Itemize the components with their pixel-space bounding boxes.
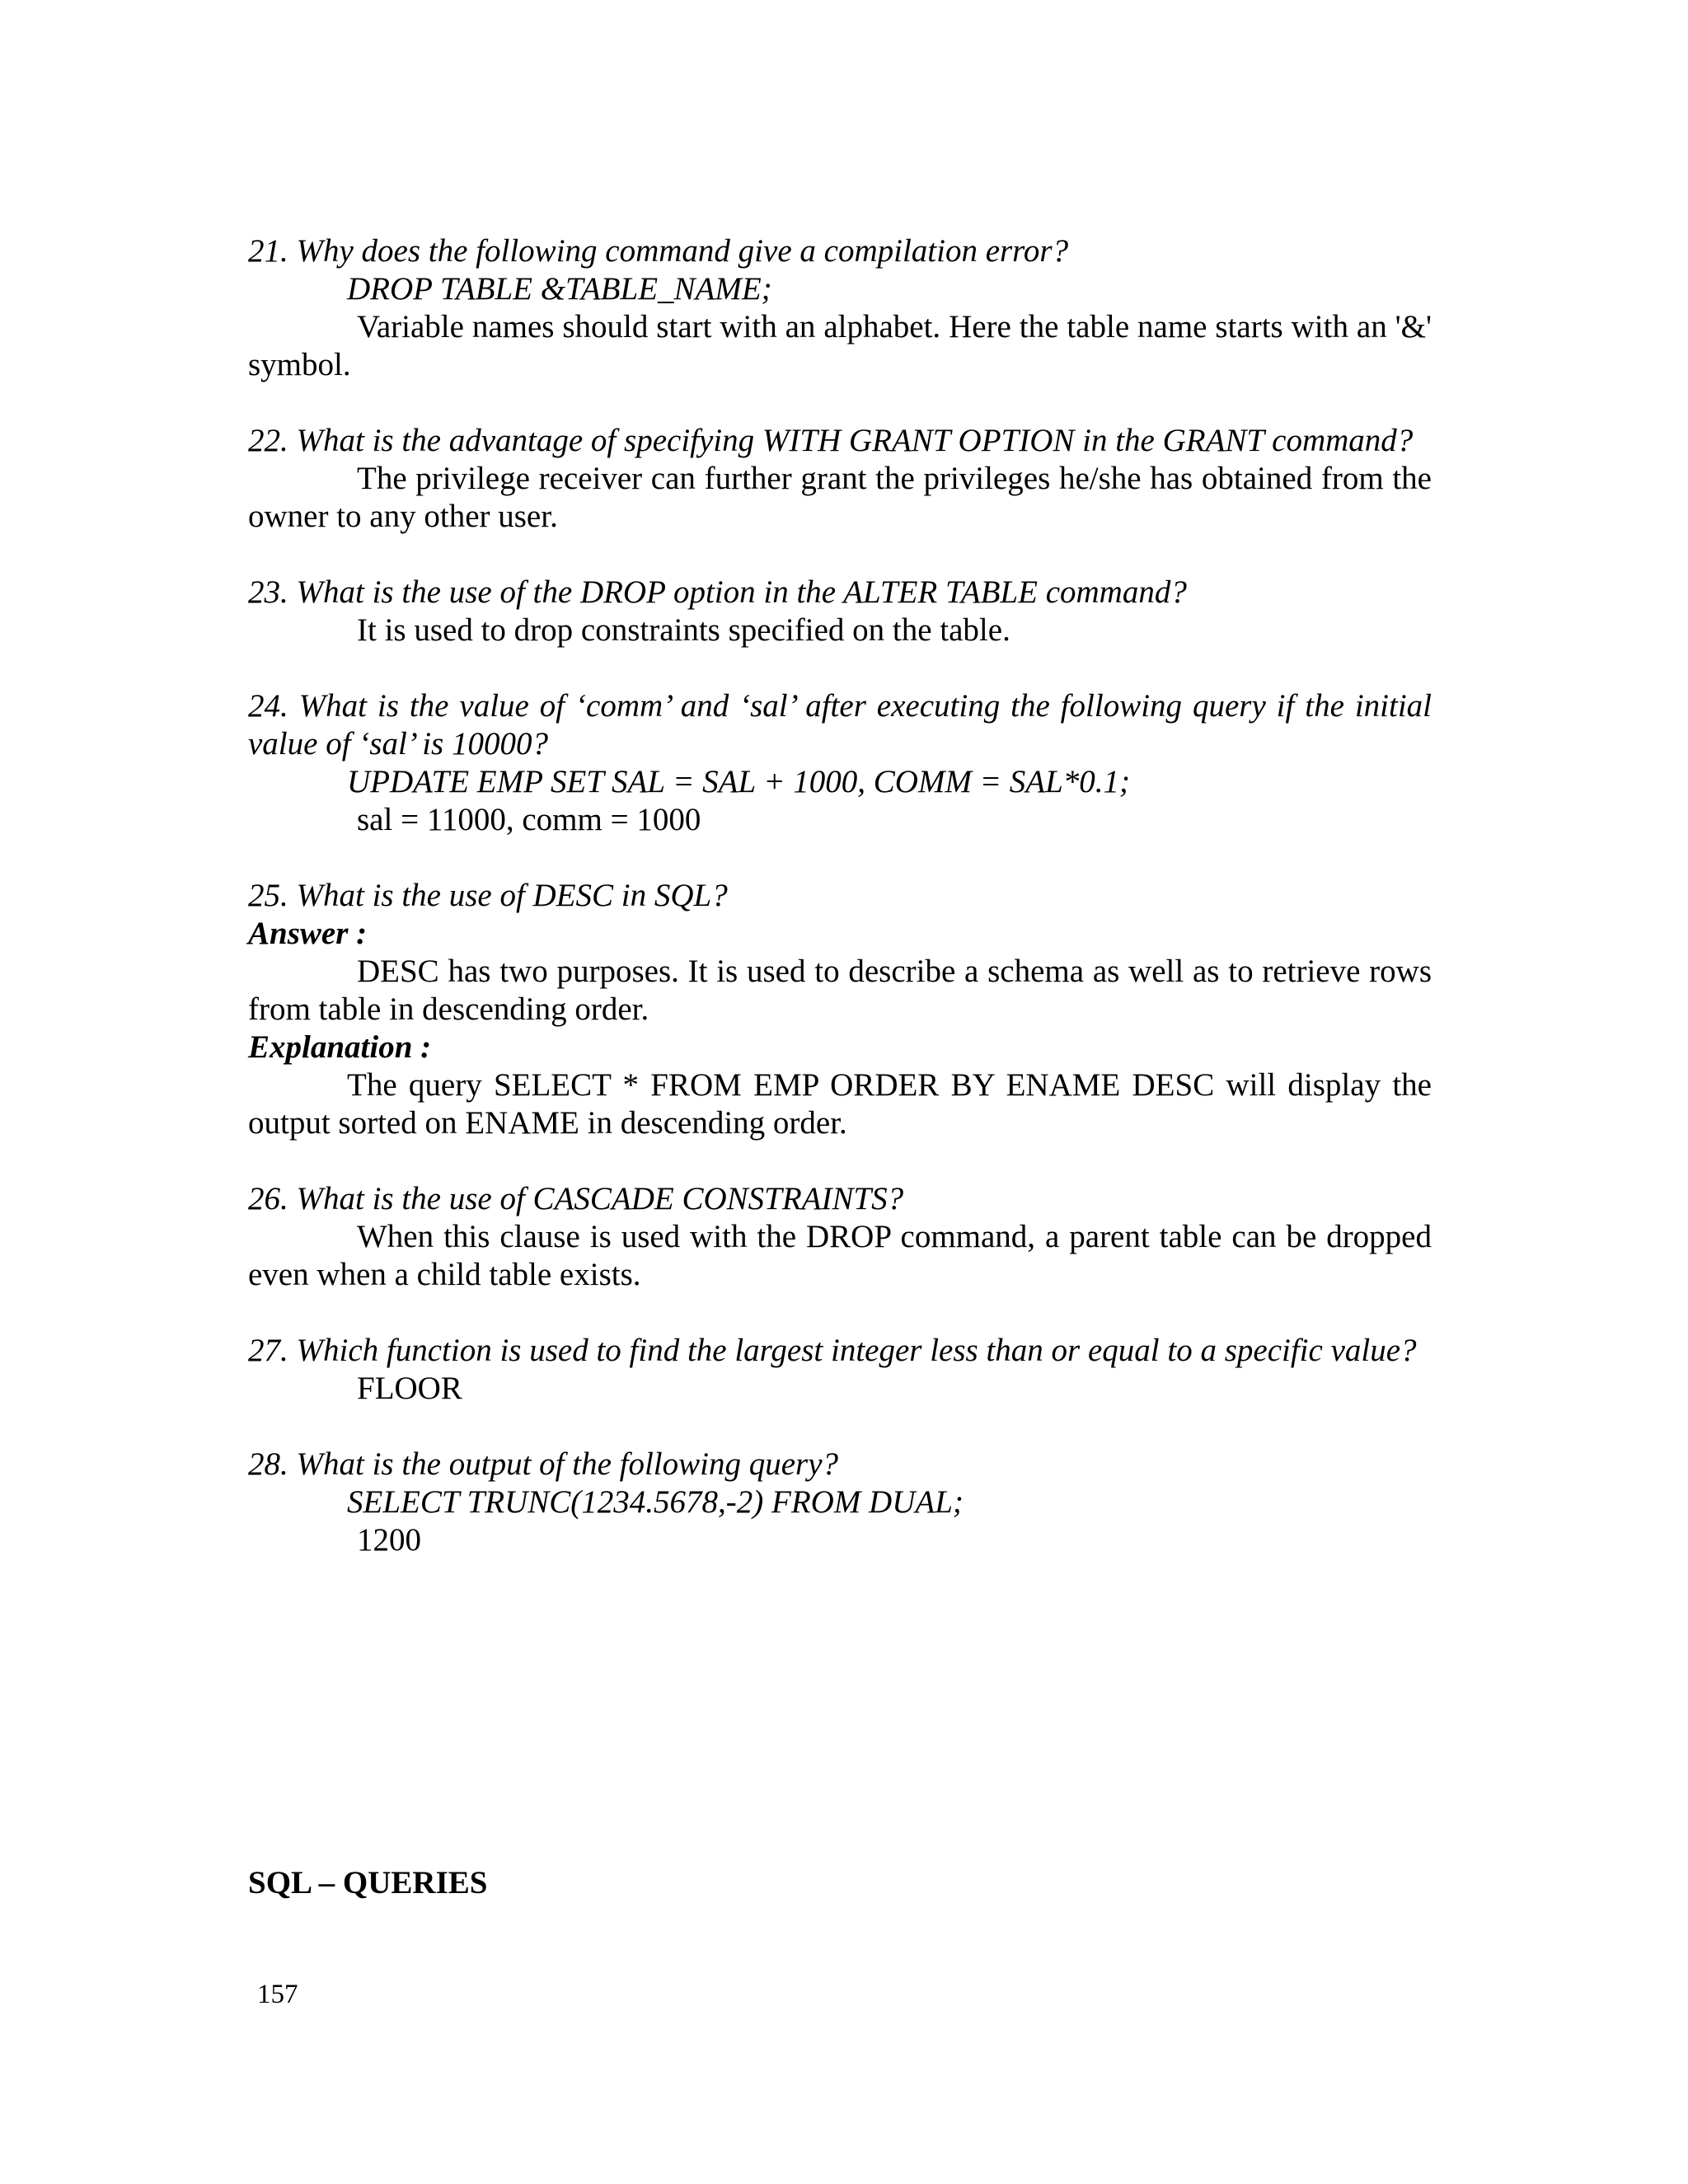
answer-label-25: Answer : <box>248 916 368 951</box>
qa-item-23 <box>248 574 1432 649</box>
answer-27: FLOOR <box>357 1371 462 1406</box>
qa-item-24 <box>248 687 1432 839</box>
answer-28: 1200 <box>357 1522 421 1558</box>
answer-21: Variable names should start with an alphabet. Here the table name starts with an '&' symbol. <box>248 309 1432 382</box>
explanation-label-25: Explanation : <box>248 1029 432 1065</box>
answer-25: DESC has two purposes. It is used to describe a schema as well as to retrieve rows from table in descending order. <box>248 954 1432 1027</box>
qa-content <box>248 232 1432 1597</box>
question-23: 23. What is the use of the DROP option in the ALTER TABLE command? <box>248 574 1187 610</box>
page-number: 157 <box>257 1980 298 2009</box>
question-26: 26. What is the use of CASCADE CONSTRAINTS? <box>248 1181 904 1216</box>
question-24: 24. What is the value of ‘comm’ and ‘sal’ after executing the following query if the initial value of ‘sal’ is 10000? <box>248 688 1432 762</box>
question-25: 25. What is the use of DESC in SQL? <box>248 878 728 913</box>
qa-item-27 <box>248 1332 1432 1408</box>
code-28: SELECT TRUNC(1234.5678,-2) FROM DUAL; <box>347 1484 964 1520</box>
question-27: 27. Which function is used to find the largest integer less than or equal to a specific value? <box>248 1333 1417 1368</box>
qa-item-22 <box>248 422 1432 536</box>
answer-22: The privilege receiver can further grant the privileges he/she has obtained from the owner to any other user. <box>248 461 1432 534</box>
section-title: SQL – QUERIES <box>248 1865 488 1900</box>
question-28: 28. What is the output of the following query? <box>248 1446 839 1482</box>
question-22: 22. What is the advantage of specifying WITH GRANT OPTION in the GRANT command? <box>248 423 1414 458</box>
qa-item-26 <box>248 1180 1432 1294</box>
explanation-25: The query SELECT * FROM EMP ORDER BY ENAME DESC will display the output sorted on ENAME in descending order. <box>248 1067 1432 1141</box>
qa-item-25 <box>248 877 1432 1142</box>
qa-item-28 <box>248 1446 1432 1559</box>
qa-item-21 <box>248 232 1432 384</box>
answer-26: When this clause is used with the DROP command, a parent table can be dropped even when a child table exists. <box>248 1219 1432 1292</box>
code-21: DROP TABLE &TABLE_NAME; <box>347 271 772 307</box>
answer-23: It is used to drop constraints specified on the table. <box>357 612 1010 648</box>
question-21: 21. Why does the following command give a compilation error? <box>248 233 1069 269</box>
answer-24: sal = 11000, comm = 1000 <box>357 802 701 837</box>
code-24: UPDATE EMP SET SAL = SAL + 1000, COMM = SAL*0.1; <box>347 764 1130 799</box>
